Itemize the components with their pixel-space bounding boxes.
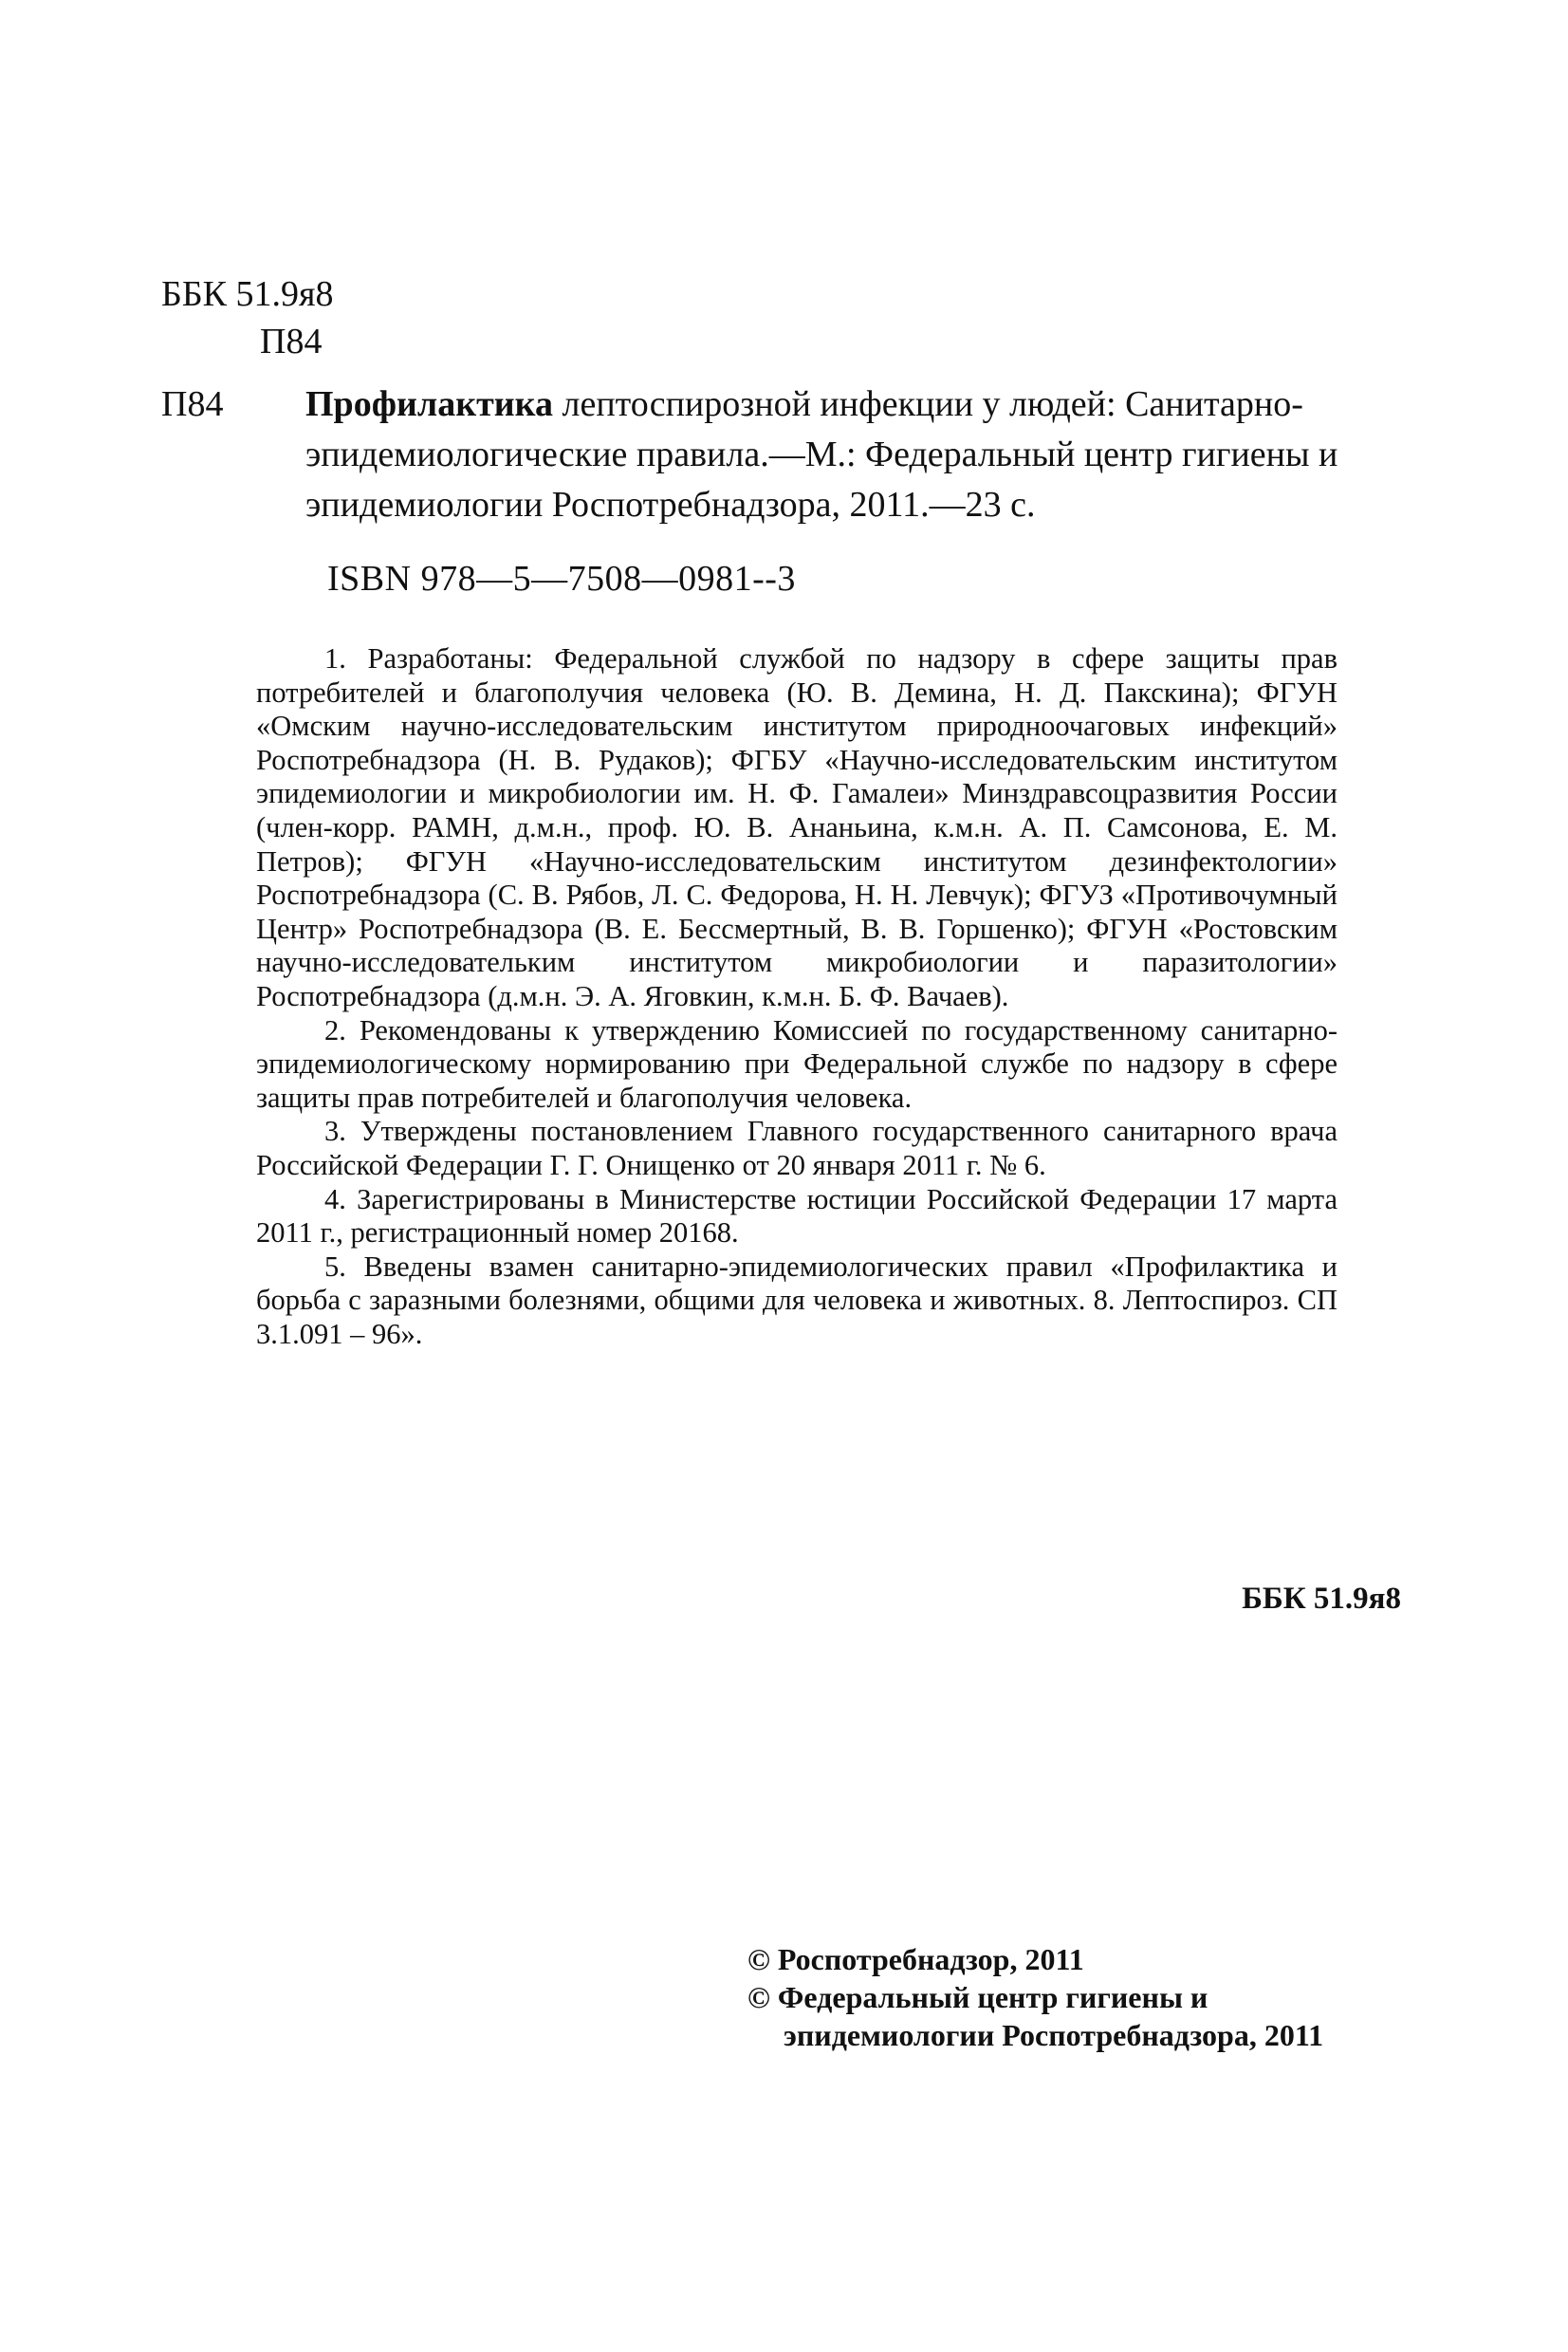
catalog-entry-title: Профилактика	[305, 384, 553, 424]
catalog-entry-details: лептоспирозной инфекции у людей: Санитарно-эпидемиологические правила.—М.: Федеральный центр гигиены и эпидемиологии Роспотребнадзора, 2011.—23 с.	[305, 384, 1338, 525]
note-developers: 1. Разработаны: Федеральной службой по надзору в сфере защиты прав потребителей и благополучия человека (Ю. В. Демина, Н. Д. Пакскина); ФГУН «Омским научно-исследовательским институтом природноочаговых инфекций» Роспотребнадзора (Н. В. Рудаков); ФГБУ «Научно-исследовательским институтом эпидемиологии и микробиологии им. Н. Ф. Гамалеи» Минздравсоцразвития России (член-корр. РАМН, д.м.н., проф. Ю. В. Ананьина, к.м.н. А. П. Самсонова, Е. М. Петров); ФГУН «Научно-исследовательским институтом дезинфектологии» Роспотребнадзора (С. В. Рябов, Л. С. Федорова, Н. Н. Левчук); ФГУЗ «Противочумный Центр» Роспотребнадзора (В. Е. Бессмертный, В. В. Горшенко); ФГУН «Ростовским научно-исследовательким институтом микробиологии и паразитологии» Роспотребнадзора (д.м.н. Э. А. Яговкин, к.м.н. Б. Ф. Вачаев).	[256, 642, 1337, 1012]
note-replaces: 5. Введены взамен санитарно-эпидемиологических правил «Профилактика и борьба с заразными болезнями, общими для человека и животных. 8. Лептоспироз. СП 3.1.091 – 96».	[256, 1250, 1337, 1350]
catalog-entry-mark: П84	[161, 384, 224, 424]
copyright-block	[747, 1940, 1323, 2054]
bbk-index	[161, 270, 333, 365]
note-registered: 4. Зарегистрированы в Министерстве юстиции Российской Федерации 17 марта 2011 г., регистрационный номер 20168.	[256, 1182, 1337, 1250]
imprint-notes	[256, 642, 1337, 1351]
author-mark: П84	[260, 322, 323, 361]
catalog-entry-description	[305, 380, 1398, 530]
copyright-line: © Роспотребнадзор, 2011	[747, 1942, 1084, 1976]
note-recommended: 2. Рекомендованы к утверждению Комиссией по государственному санитарно-эпидемиологическому нормированию при Федеральной службе по надзору в сфере защиты прав потребителей и благополучия человека.	[256, 1013, 1337, 1114]
bbk-index-code: ББК 51.9я8	[161, 274, 334, 314]
bbk-index-bottom: ББК 51.9я8	[1242, 1582, 1401, 1616]
note-approved: 3. Утверждены постановлением Главного государственного санитарного врача Российской Федерации Г. Г. Онищенко от 20 января 2011 г. № 6.	[256, 1115, 1337, 1181]
isbn-number: ISBN 978—5—7508—0981--3	[327, 559, 796, 599]
copyright-line: эпидемиологии Роспотребнадзора, 2011	[784, 2018, 1324, 2052]
copyright-line: © Федеральный центр гигиены и	[747, 1980, 1208, 2014]
